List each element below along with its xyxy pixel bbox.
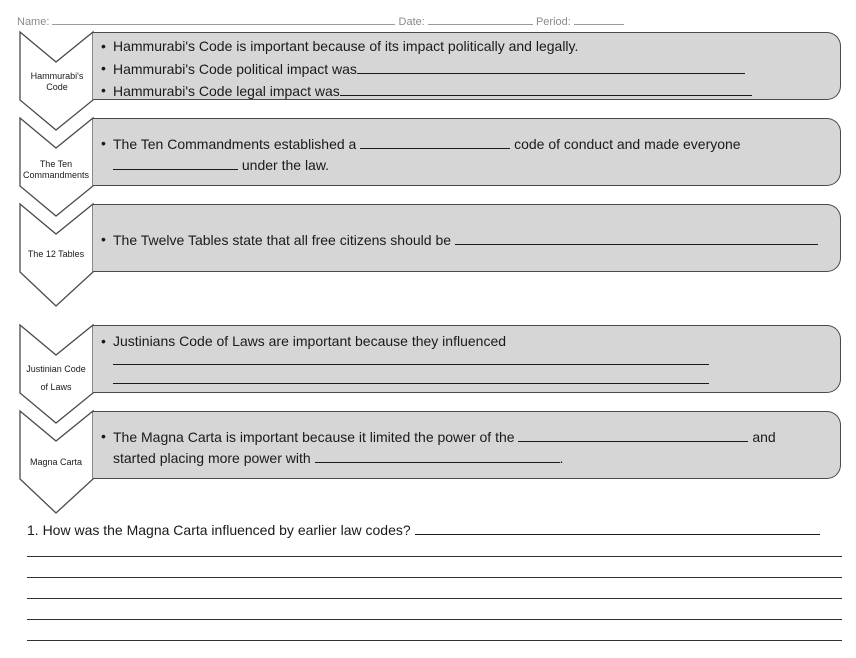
period-label: Period: [535, 16, 571, 28]
bullet-item: • Hammurabi's Code is important because of its impact politically and legally. [101, 38, 579, 54]
power-given-blank[interactable] [315, 448, 560, 463]
box-magna-carta [93, 411, 841, 479]
political-impact-blank[interactable] [357, 59, 745, 74]
bullet-item: • Hammurabi's Code legal impact was [101, 81, 830, 100]
date-blank[interactable] [428, 15, 533, 25]
bullet-item: • The Magna Carta is important because it limited the power of the and [101, 428, 776, 445]
worksheet-header [17, 15, 624, 28]
bullet-continuation [101, 350, 830, 369]
answer-blank-inline[interactable] [415, 520, 820, 535]
conduct-blank[interactable] [360, 134, 510, 149]
box-twelve-tables [93, 204, 841, 272]
bullet-item: • The Ten Commandments established a code of conduct and made everyone [101, 135, 741, 152]
answer-line[interactable] [27, 556, 842, 557]
chevron-label-justinian: Justinian Code of Laws [26, 364, 86, 392]
power-limited-blank[interactable] [518, 427, 748, 442]
answer-line[interactable] [27, 640, 842, 641]
date-label: Date: [398, 16, 425, 28]
box-ten-commandments [93, 118, 841, 186]
box-justinian [93, 325, 841, 393]
influence-blank-2[interactable] [113, 369, 709, 384]
bullet-continuation [101, 369, 830, 388]
chevron-label-twelve-tables: The 12 Tables [27, 249, 85, 259]
chevron-label-hammurabi: Hammurabi's Code [30, 71, 84, 92]
bullet-item: • Hammurabi's Code political impact was [101, 59, 830, 78]
name-label: Name: [17, 16, 50, 28]
bullet-item: • Justinians Code of Laws are important because they influenced [101, 333, 507, 349]
question-1: 1. How was the Magna Carta influenced by earlier law codes? [27, 520, 820, 538]
influence-blank-1[interactable] [113, 350, 709, 365]
bullet-continuation: under the law. [101, 155, 830, 174]
box-hammurabi [93, 32, 841, 100]
period-blank[interactable] [574, 15, 624, 25]
citizens-blank[interactable] [455, 230, 818, 245]
answer-line[interactable] [27, 598, 842, 599]
bullet-item: • The Twelve Tables state that all free citizens should be [101, 230, 830, 249]
chevron-label-magna-carta: Magna Carta [29, 457, 83, 467]
legal-impact-blank[interactable] [340, 81, 752, 96]
chevron-label-ten-commandments: The Ten Commandments [22, 159, 90, 180]
answer-line[interactable] [27, 577, 842, 578]
name-blank[interactable] [52, 15, 395, 25]
bullet-continuation: started placing more power with . [113, 450, 564, 466]
answer-line[interactable] [27, 619, 842, 620]
equality-blank[interactable] [113, 155, 238, 170]
